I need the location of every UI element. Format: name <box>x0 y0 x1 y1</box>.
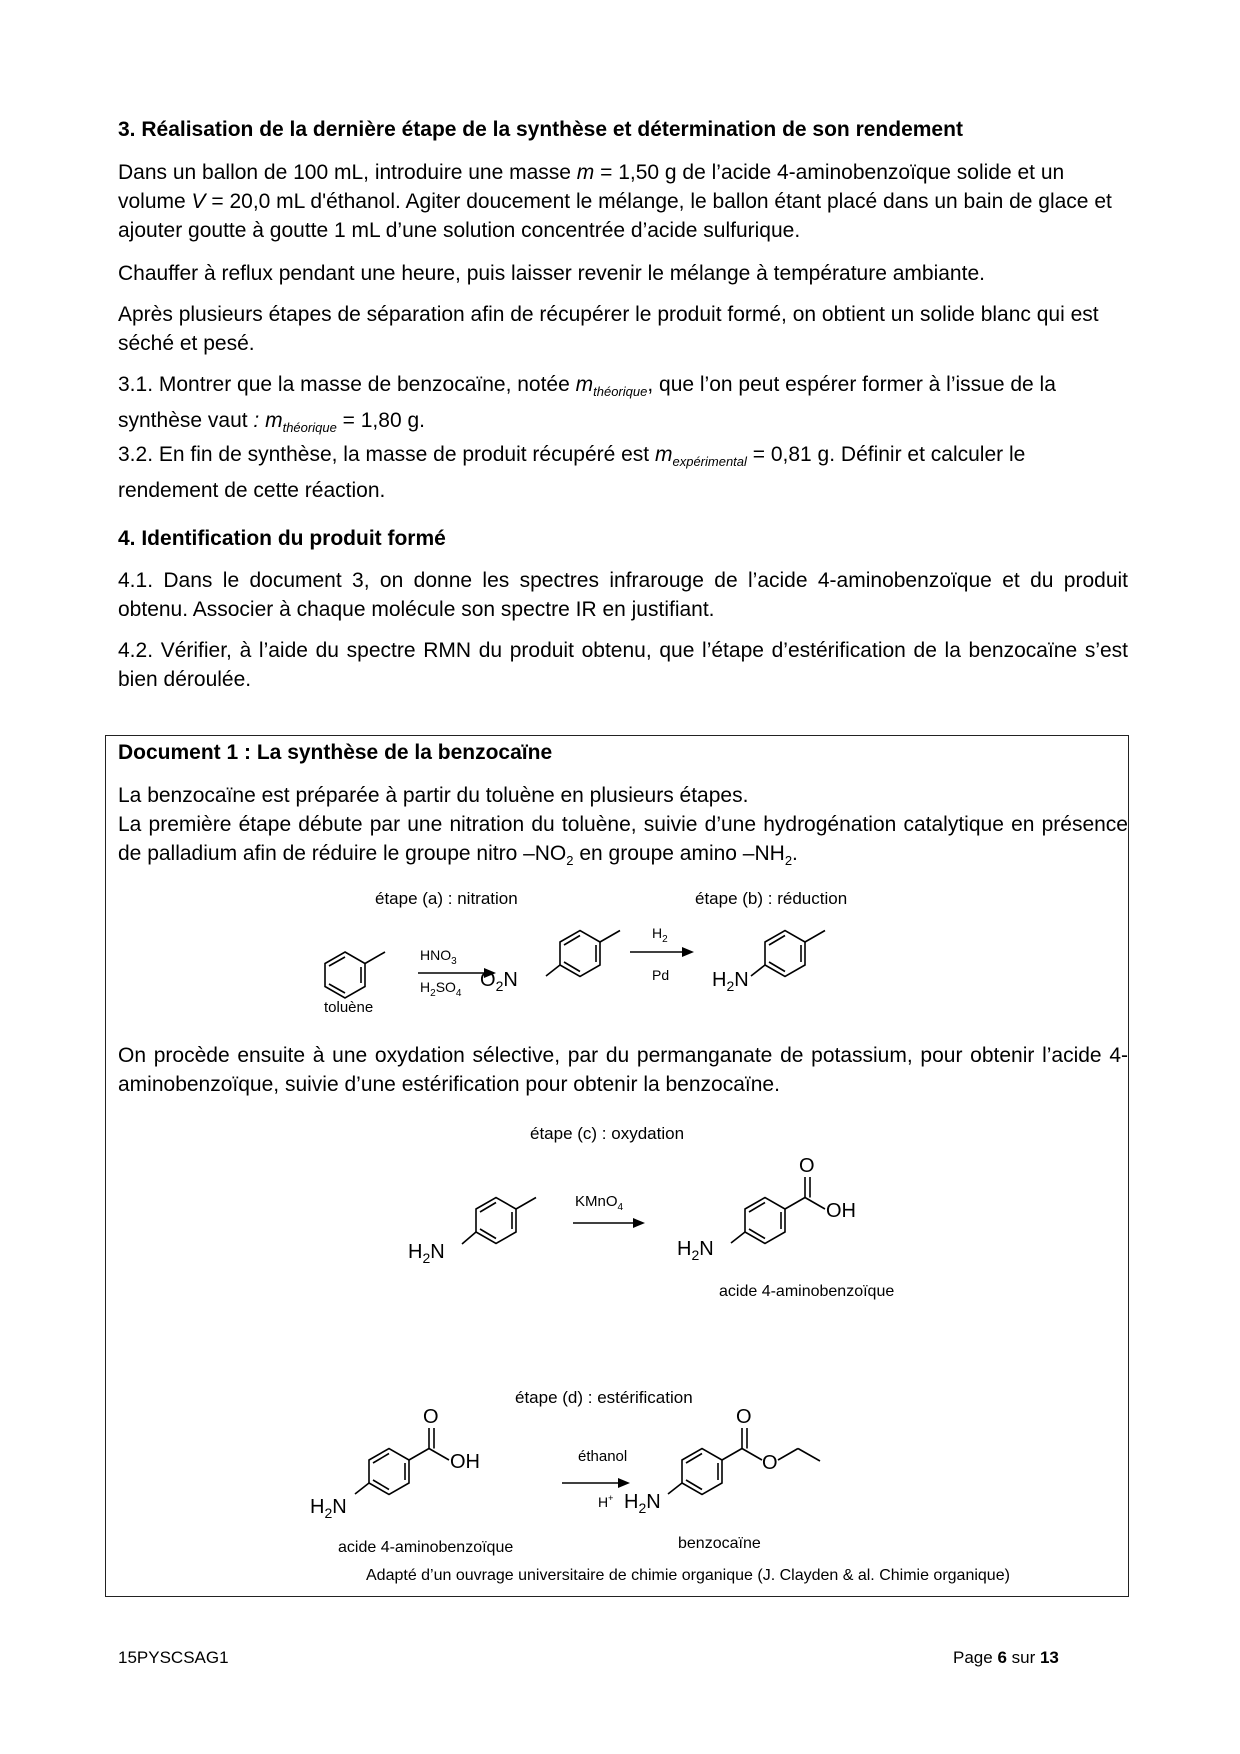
arrow-reduction <box>630 947 694 957</box>
text-run: 3.2. En fin de synthèse, la masse de produit récupéré est <box>118 443 655 466</box>
variable-m: m <box>575 373 594 396</box>
reaction-scheme-esterification <box>300 1385 980 1570</box>
text-run: 3.1. Montrer que la masse de benzocaïne, notée <box>118 373 576 396</box>
benzocaine-molecule <box>668 1428 820 1495</box>
text-run: Dans un ballon de 100 mL, introduire une masse <box>118 161 577 184</box>
document-1-title: Document 1 : La synthèse de la benzocaïne <box>118 741 553 764</box>
ester-oxygen-label: O <box>762 1452 778 1474</box>
text-run: : <box>253 409 266 433</box>
reagent-h2: $H_2$ <box>652 925 668 945</box>
section-3-paragraph-1 <box>118 158 1128 245</box>
step-d-label: étape (d) : estérification <box>515 1388 693 1407</box>
catalyst-h-plus: H+ <box>598 1493 614 1510</box>
arrow-esterification <box>562 1478 630 1488</box>
reaction-scheme-oxidation <box>400 1115 920 1310</box>
benzocaine-label: benzocaïne <box>678 1535 761 1552</box>
current-page: 6 <box>997 1648 1007 1667</box>
aminotoluene-molecule <box>751 931 825 977</box>
question-3-1 <box>118 370 1128 442</box>
text-run: , que l’on peut espérer former à l’issue de la synthèse vaut <box>118 373 1056 433</box>
question-4-1: 4.1. Dans le document 3, on donne les spectres infrarouge de l’acide 4-aminobenzoïque et du produit obtenu. Associer à chaque molécule son spectre IR en justifiant. <box>118 569 1128 621</box>
subscript-theorique: théorique <box>282 420 337 436</box>
hydroxyl-label: OH <box>450 1451 480 1473</box>
reagent-ethanol: éthanol <box>578 1448 628 1465</box>
document-1-paragraph-2 <box>118 810 1128 875</box>
subscript-theorique: théorique <box>593 384 648 400</box>
reagent-kmno4: KMnO$_4$ <box>575 1193 624 1213</box>
document-1-paragraph-3: On procède ensuite à une oxydation sélective, par du permanganate de potassium, pour obtenir l’acide 4-aminobenzoïque, suivie d’une estérification pour obtenir la benzocaïne. <box>118 1044 1128 1096</box>
hydroxyl-label: OH <box>826 1200 856 1222</box>
exam-code: 15PYSCSAG1 <box>118 1648 229 1667</box>
arrow-oxidation <box>573 1218 645 1228</box>
text-run: . <box>792 842 798 865</box>
subscript: 2 <box>784 853 793 869</box>
section-3-paragraph-3: Après plusieurs étapes de séparation afin de récupérer le produit formé, on obtient un solide blanc qui est séché et pesé. <box>118 303 1099 355</box>
text-run: La première étape débute par une nitration du toluène, suivie d’une hydrogénation catalytique en présence de palladium afin de réduire le groupe nitro –NO <box>118 813 1128 865</box>
section-4-title: 4. Identification du produit formé <box>118 527 446 550</box>
variable-m: m <box>576 161 595 184</box>
question-4-2: 4.2. Vérifier, à l’aide du spectre RMN du produit obtenu, que l’étape d’estérification de la benzocaïne s’est bien déroulée. <box>118 639 1128 691</box>
reaction-scheme-nitration-reduction <box>300 880 1000 1020</box>
total-pages: 13 <box>1039 1648 1059 1667</box>
aminobenzoic-acid-label: acide 4-aminobenzoïque <box>338 1539 514 1556</box>
carbonyl-oxygen-label: O <box>423 1406 439 1428</box>
text-run: en groupe amino –NH <box>573 842 785 865</box>
text-run: sur <box>1006 1648 1040 1667</box>
subscript: 2 <box>566 853 574 869</box>
aminotoluene-molecule <box>462 1198 536 1245</box>
text-run: Page <box>953 1648 998 1667</box>
aminobenzoic-acid-molecule <box>355 1428 449 1495</box>
carbonyl-oxygen-label: O <box>799 1155 815 1177</box>
variable-v: V <box>191 190 206 213</box>
question-3-2 <box>118 440 1128 505</box>
nitrotoluene-molecule <box>546 931 620 977</box>
section-3-paragraph-2: Chauffer à reflux pendant une heure, puis laisser revenir le mélange à température ambiante. <box>118 262 985 285</box>
variable-m: m <box>265 409 283 433</box>
subscript-experimental: expérimental <box>672 454 747 470</box>
toluene-molecule <box>325 952 385 998</box>
reagent-hno3: $HNO_3$ <box>420 947 457 967</box>
variable-m: m <box>654 443 673 466</box>
document-1-paragraph-1: La benzocaïne est préparée à partir du toluène en plusieurs étapes. <box>118 784 749 807</box>
text-run: = 0,81 g. Définir et calculer le rendement de cette réaction. <box>118 443 1026 503</box>
amino-group-label: $H_2N$ <box>677 1238 714 1263</box>
reagent-h2so4: $H_2SO_4$ <box>420 979 462 999</box>
aminobenzoic-acid-molecule <box>731 1177 825 1244</box>
text-run: = 1,80 g. <box>336 409 425 433</box>
amino-group-label: $H_2N$ <box>310 1496 347 1521</box>
aminobenzoic-acid-label: acide 4-aminobenzoïque <box>719 1283 895 1300</box>
catalyst-pd: Pd <box>652 967 670 983</box>
toluene-label: toluène <box>324 999 374 1016</box>
text-run: = 1,50 g de l’acide 4-aminobenzoïque solide et un volume <box>118 161 1065 213</box>
amino-group-label: $H_2N$ <box>408 1241 445 1266</box>
section-3-title: 3. Réalisation de la dernière étape de la synthèse et détermination de son rendement <box>118 118 963 141</box>
document-1-source: Adapté d’un ouvrage universitaire de chimie organique (J. Clayden & al. Chimie organique) <box>366 1567 1010 1584</box>
amino-group-label: $H_2N$ <box>624 1491 661 1516</box>
text-run: = 20,0 mL d'éthanol. Agiter doucement le mélange, le ballon étant placé dans un bain de glace et ajouter goutte à goutte 1 mL d’une solution concentrée d’acide sulfurique. <box>118 190 1112 242</box>
step-c-label: étape (c) : oxydation <box>530 1124 685 1143</box>
nitro-group-label: $O_2N$ <box>480 969 518 994</box>
step-a-label: étape (a) : nitration <box>375 889 518 908</box>
page-number <box>953 1648 1059 1668</box>
carbonyl-oxygen-label: O <box>736 1406 752 1428</box>
step-b-label: étape (b) : réduction <box>695 889 848 908</box>
amino-group-label: $H_2N$ <box>712 969 749 994</box>
